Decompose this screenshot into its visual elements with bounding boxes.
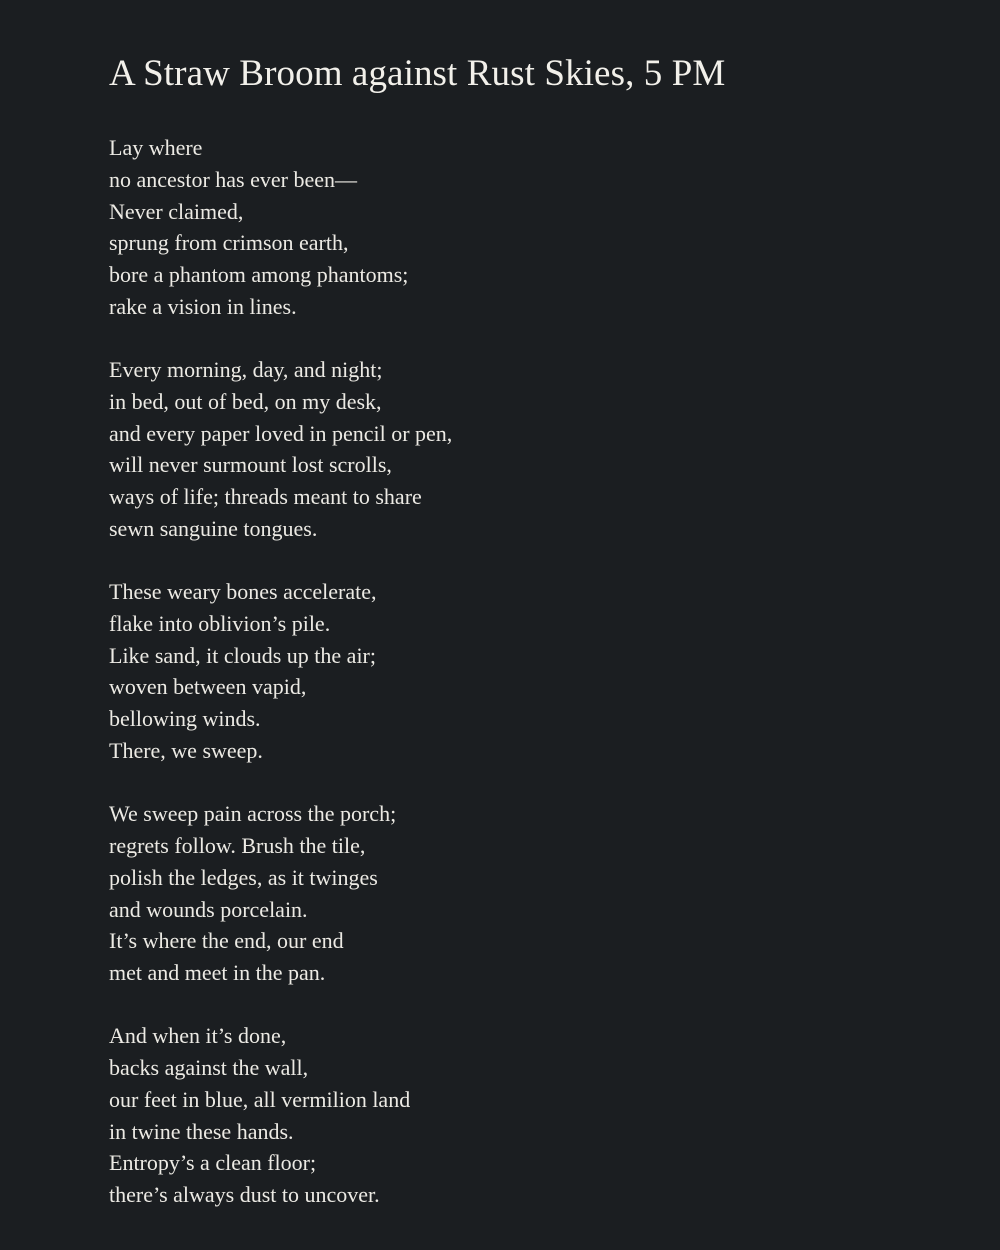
poem-line: bellowing winds.: [109, 706, 261, 732]
poem-line: It’s where the end, our end: [109, 928, 344, 954]
poem-line: no ancestor has ever been—: [109, 166, 358, 192]
stanza-4: [109, 798, 1000, 989]
poem-line: rake a vision in lines.: [109, 293, 297, 319]
poem-line: Like sand, it clouds up the air;: [109, 642, 376, 668]
poem-line: We sweep pain across the porch;: [109, 801, 397, 827]
poem-line: Never claimed,: [109, 198, 244, 224]
stanza-3: [109, 576, 1000, 767]
poem-line: ways of life; threads meant to share: [109, 484, 422, 510]
poem-line: sprung from crimson earth,: [109, 230, 349, 256]
poem-line: woven between vapid,: [109, 674, 307, 700]
poem-line: Every morning, day, and night;: [109, 357, 383, 383]
stanza-1: [109, 132, 1000, 323]
poem-line: flake into oblivion’s pile.: [109, 610, 331, 636]
poem-title: A Straw Broom against Rust Skies, 5 PM: [109, 53, 726, 94]
poem-line: in twine these hands.: [109, 1118, 294, 1144]
poem-line: there’s always dust to uncover.: [109, 1182, 380, 1208]
poem-line: polish the ledges, as it twinges: [109, 864, 378, 890]
poem-line: and every paper loved in pencil or pen,: [109, 420, 453, 446]
poem-line: sewn sanguine tongues.: [109, 515, 318, 541]
poem-line: and wounds porcelain.: [109, 896, 308, 922]
poem-line: Lay where: [109, 135, 203, 160]
stanza-2: [109, 354, 1000, 545]
poem-line: regrets follow. Brush the tile,: [109, 833, 366, 859]
poem-line: Entropy’s a clean floor;: [109, 1150, 317, 1176]
poem-line: There, we sweep.: [109, 737, 263, 763]
poem-line: And when it’s done,: [109, 1023, 287, 1049]
poem-line: will never surmount lost scrolls,: [109, 452, 392, 478]
poem-line: our feet in blue, all vermilion land: [109, 1086, 411, 1112]
poem-line: These weary bones accelerate,: [109, 579, 377, 605]
stanza-5: [109, 1020, 1000, 1211]
poem-body: [109, 132, 1000, 1211]
poem-line: bore a phantom among phantoms;: [109, 262, 409, 287]
poem-line: backs against the wall,: [109, 1055, 309, 1081]
poem-line: in bed, out of bed, on my desk,: [109, 388, 382, 414]
poem-line: met and meet in the pan.: [109, 960, 326, 986]
